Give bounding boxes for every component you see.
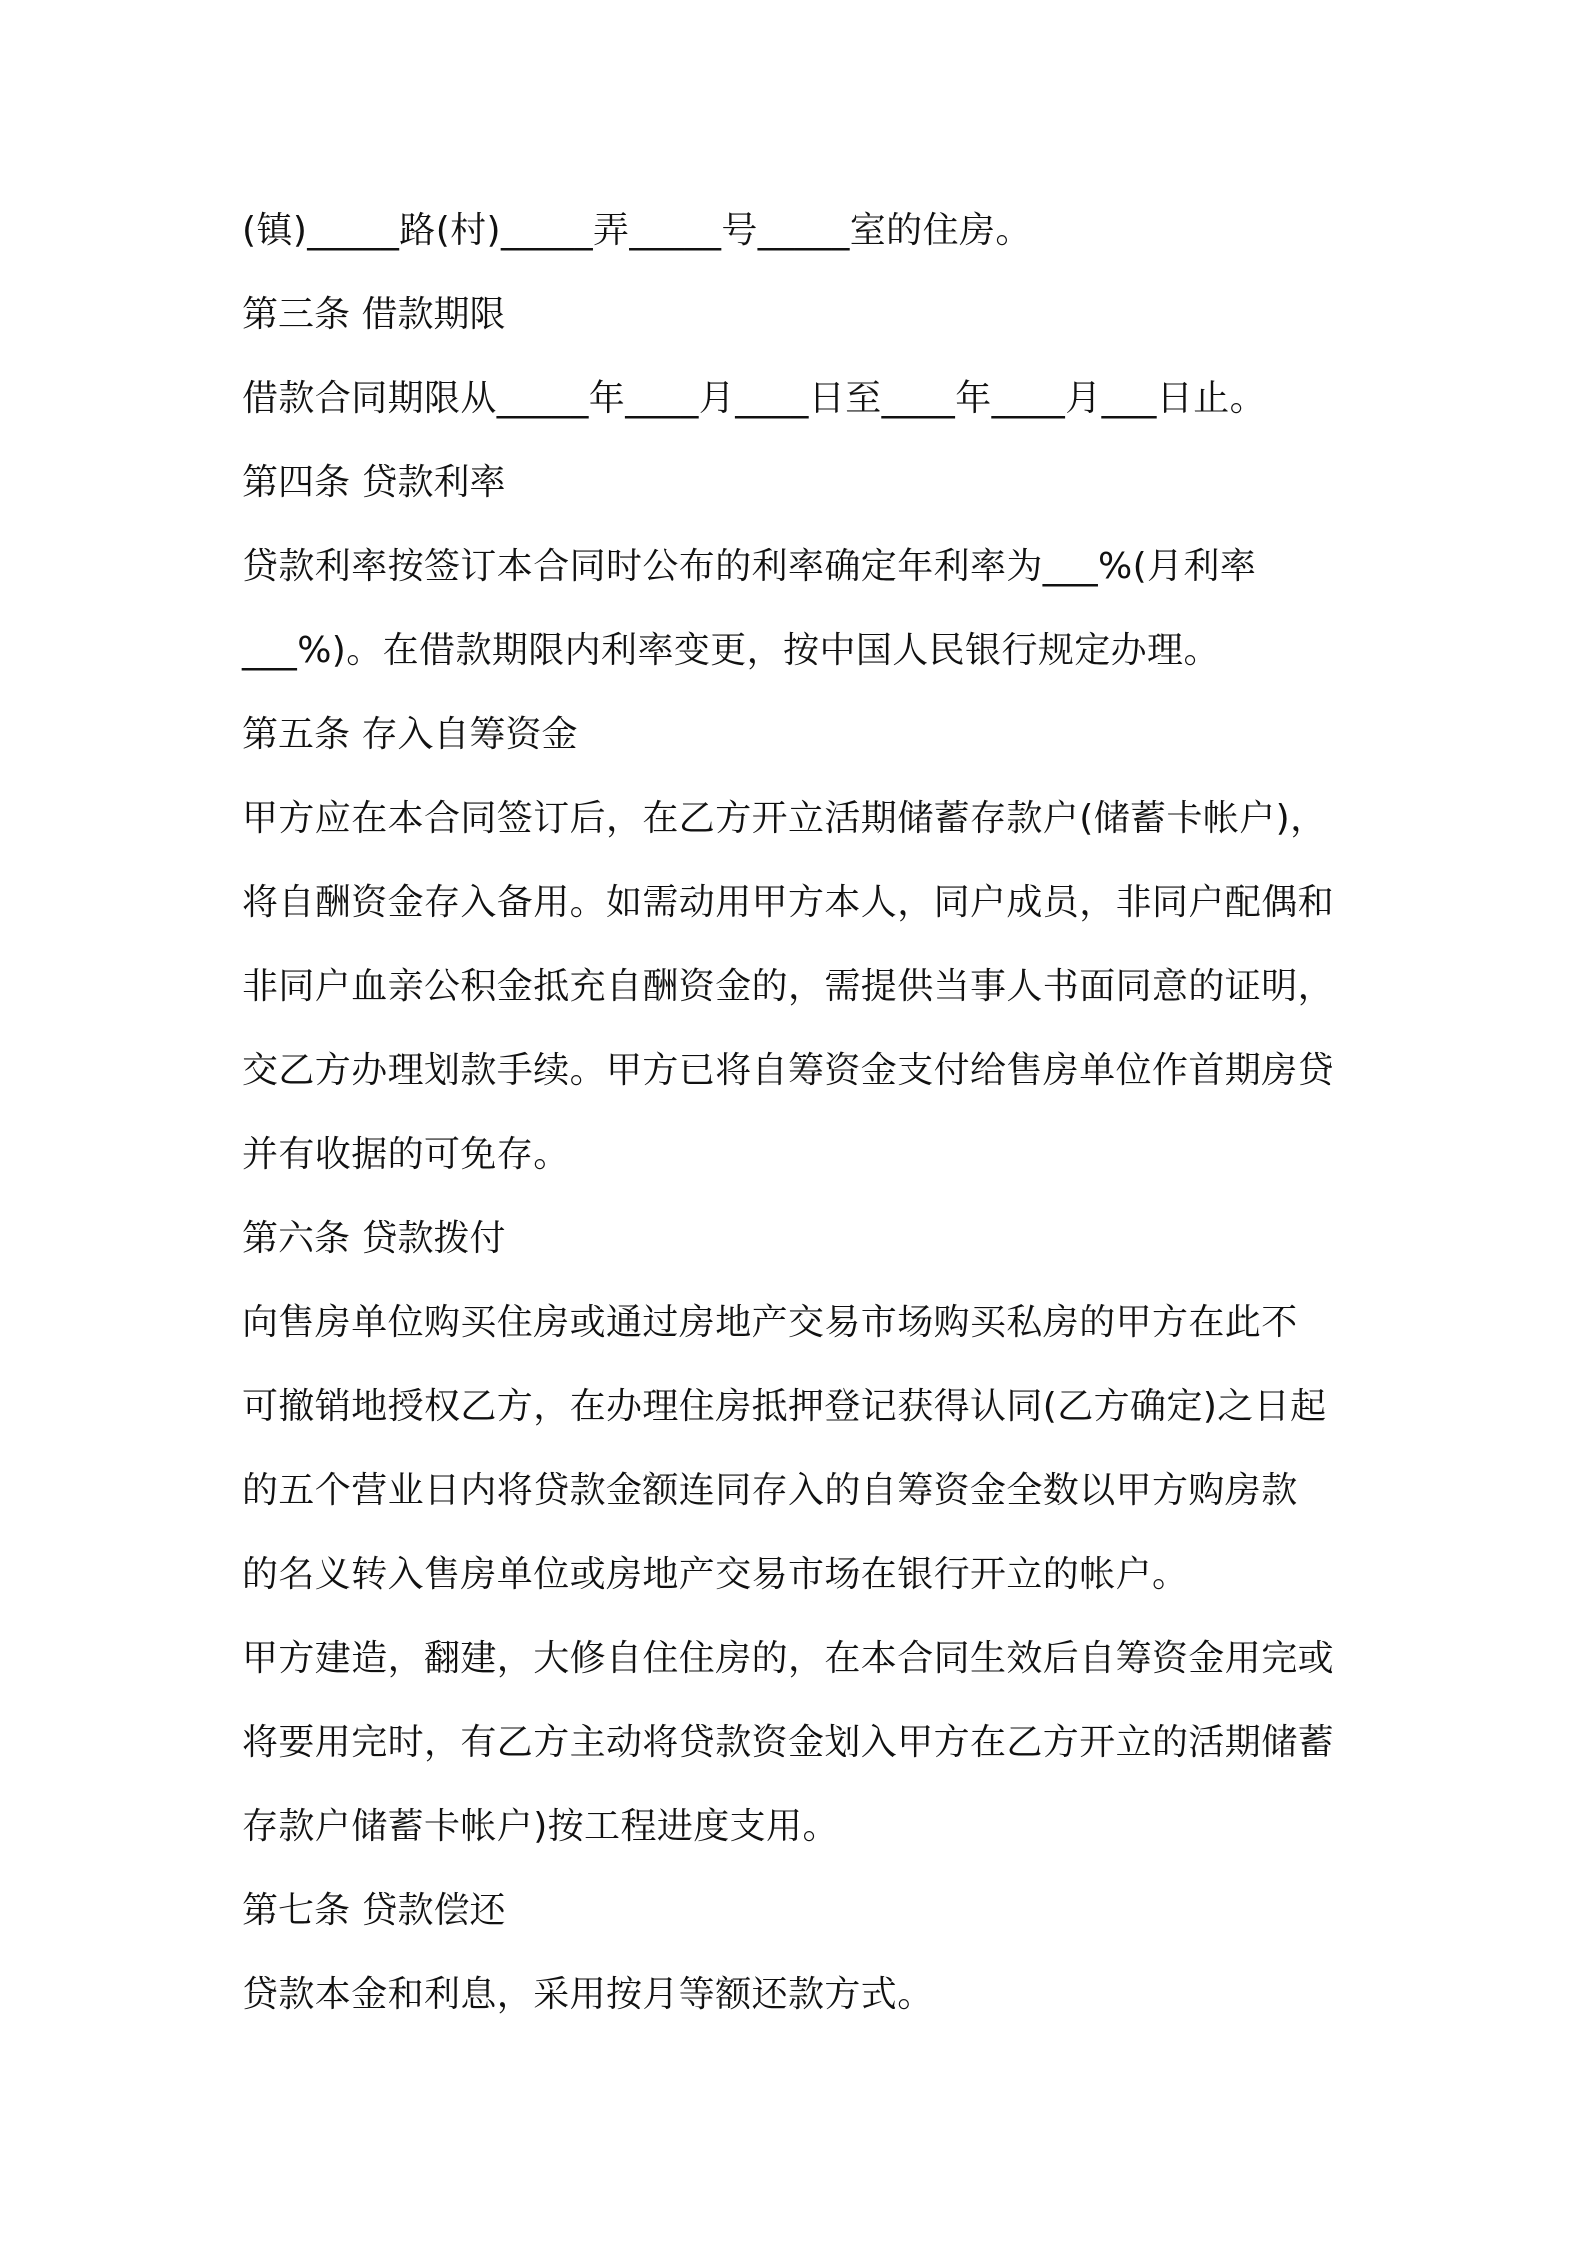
article-7-heading: 第七条 贷款偿还 xyxy=(242,1890,506,1931)
interest-rate-line-2: ___%)。在借款期限内利率变更，按中国人民银行规定办理。 xyxy=(242,630,1220,671)
construction-line-3: 存款户储蓄卡帐户)按工程进度支用。 xyxy=(242,1806,839,1847)
loan-term-line: 借款合同期限从_____年____月____日至____年____月___日止。 xyxy=(242,378,1267,419)
document-body xyxy=(242,198,1362,2046)
construction-line-1: 甲方建造，翻建，大修自住住房的，在本合同生效后自筹资金用完或 xyxy=(242,1638,1335,1679)
deposit-line-3: 非同户血亲公积金抵充自酬资金的，需提供当事人书面同意的证明， xyxy=(242,966,1335,1007)
address-line: (镇)_____路(村)_____弄_____号_____室的住房。 xyxy=(242,210,1032,251)
interest-rate-line-1: 贷款利率按签订本合同时公布的利率确定年利率为___%(月利率 xyxy=(242,546,1257,587)
article-6-heading: 第六条 贷款拨付 xyxy=(242,1218,506,1259)
disbursement-line-4: 的名义转入售房单位或房地产交易市场在银行开立的帐户。 xyxy=(242,1554,1189,1595)
deposit-line-2: 将自酬资金存入备用。如需动用甲方本人，同户成员，非同户配偶和 xyxy=(242,882,1335,923)
disbursement-line-3: 的五个营业日内将贷款金额连同存入的自筹资金全数以甲方购房款 xyxy=(242,1470,1298,1511)
disbursement-line-2: 可撤销地授权乙方，在办理住房抵押登记获得认同(乙方确定)之日起 xyxy=(242,1386,1327,1427)
article-5-heading: 第五条 存入自筹资金 xyxy=(242,714,578,755)
article-4-heading: 第四条 贷款利率 xyxy=(242,462,506,503)
deposit-line-1: 甲方应在本合同签订后，在乙方开立活期储蓄存款户(储蓄卡帐户)， xyxy=(242,798,1327,839)
article-3-heading: 第三条 借款期限 xyxy=(242,294,506,335)
deposit-line-4: 交乙方办理划款手续。甲方已将自筹资金支付给售房单位作首期房贷 xyxy=(242,1050,1335,1091)
construction-line-2: 将要用完时，有乙方主动将贷款资金划入甲方在乙方开立的活期储蓄 xyxy=(242,1722,1335,1763)
disbursement-line-1: 向售房单位购买住房或通过房地产交易市场购买私房的甲方在此不 xyxy=(242,1302,1298,1343)
repayment-line: 贷款本金和利息，采用按月等额还款方式。 xyxy=(242,1974,934,2015)
deposit-line-5: 并有收据的可免存。 xyxy=(242,1134,570,1175)
